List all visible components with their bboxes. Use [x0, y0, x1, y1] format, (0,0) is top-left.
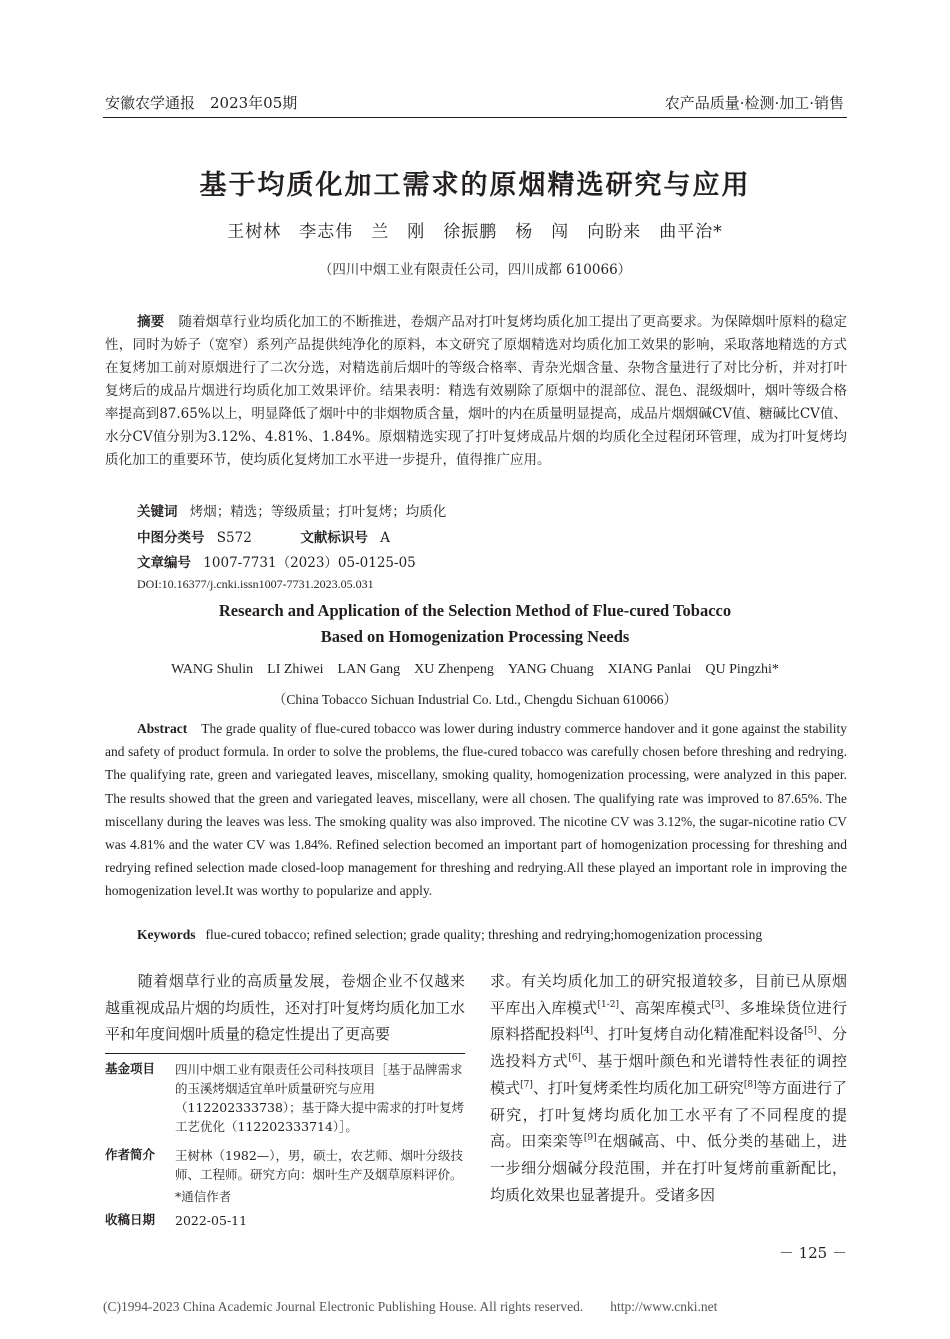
body-text: 在烟碱高、中、低分类的基础上，进一步细分烟碱分段范围，并在打叶复烤前重新配比，均质化效果也显著提升。受诸多因 [490, 1132, 847, 1204]
header-rule [103, 117, 847, 118]
keywords-cn-text: 烤烟；精选；等级质量；打叶复烤；均质化 [189, 504, 447, 520]
footnote-fund [105, 1060, 465, 1144]
received-date-value: 2022-05-11 [175, 1213, 248, 1228]
author-bio-label: 作者简介 [105, 1148, 156, 1162]
body-intro-text: 随着烟草行业的高质量发展，卷烟企业不仅越来越重视成品片烟的均质性，还对打叶复烤均质化加工水平和年度间烟叶质量的稳定性提出了更高要 [105, 972, 466, 1044]
citation[interactable]: [3] [711, 999, 725, 1010]
keywords-cn [137, 500, 446, 520]
citation[interactable]: [8] [743, 1079, 757, 1090]
abstract-en-text: The grade quality of flue-cured tobacco was lower during industry commerce handover and it gone against the stability and safety of product formula. In order to solve the problems, the flue-cured tobacco was carefully chosen before threshing and redrying. The qualifying rate, green and variegated leaves, miscellany, smoking quality, homogenization processing, were analyzed in this paper. The results showed that the green and variegated leaves, miscellany, were all chosen. The qualifying rate was improved to 87.65%. The miscellany during the leaves was less. The smoking quality was also improved. The nicotine CV was 3.12%, the sugar-nicotine ratio CV was 4.81% and the water CV was 1.84%. Refined selection becomed an important part of homogenization processing for threshing and redrying refined selection made closed-loop management for threshing and redrying.All these played an important role in improving the homogenization level.It was worthy to popularize and apply. [105, 721, 847, 899]
copyright-footer: (C)1994-2023 China Academic Journal Electronic Publishing House. All rights reserved. http://www.cnki.net [103, 1299, 718, 1314]
body-text: 、打叶复烤自动化精准配料设备 [593, 1025, 805, 1044]
fund-text: 四川中烟工业有限责任公司科技项目［基于品牌需求的玉溪烤烟适宜单叶质量研究与应用（112202333738）；基于降大提中需求的打叶复烤工艺优化（112202333714）］。 [175, 1062, 465, 1134]
clc-label: 中图分类号 [137, 530, 205, 545]
corresponding-note: *通信作者 [175, 1189, 232, 1204]
abstract-en [105, 717, 847, 903]
doc-code-label: 文献标识号 [300, 530, 368, 545]
keywords-en-label: Keywords [137, 927, 196, 942]
received-date-label: 收稿日期 [105, 1213, 156, 1227]
body-right-column [490, 968, 847, 1208]
body-text: 、分选投料方式 [490, 1025, 847, 1071]
fund-label: 基金项目 [105, 1062, 156, 1076]
doi[interactable]: DOI:10.16377/j.cnki.issn1007-7731.2023.05.031 [137, 577, 374, 591]
body-text: 、打叶复烤柔性均质化加工研究 [532, 1078, 744, 1097]
title-en-line2: Based on Homogenization Processing Needs [320, 627, 630, 646]
body-left-column [105, 968, 465, 1048]
citation[interactable]: [5] [804, 1026, 817, 1037]
authors-en: WANG Shulin LI Zhiwei LAN Gang XU Zhenpeng YANG Chuang XIANG Panlai QU Pingzhi* [171, 662, 779, 677]
body-text: 、多堆垛货位进行原料搭配投料 [490, 998, 847, 1044]
author-bio-text: 王树林（1982—），男，硕士，农艺师、烟叶分级技师、工程师。研究方向：烟叶生产及烟草原料评价。 [175, 1148, 464, 1182]
keywords-cn-label: 关键词 [137, 504, 178, 519]
article-number [137, 551, 416, 571]
body-text: 等方面进行了研究，打叶复烤均质化加工水平有了不同程度的提高。田栾栾等 [490, 1078, 847, 1151]
abstract-cn [105, 310, 847, 472]
citation[interactable]: [9] [583, 1133, 597, 1144]
title-en-line1: Research and Application of the Selection Method of Flue-cured Tobacco [218, 601, 732, 620]
article-number-value: 1007-7731（2023）05-0125-05 [203, 555, 416, 571]
affiliation-en: （China Tobacco Sichuan Industrial Co. Ltd., Chengdu Sichuan 610066） [272, 692, 678, 707]
paper-title-cn: 基于均质化加工需求的原烟精选研究与应用 [199, 170, 751, 200]
citation[interactable]: [4] [580, 1026, 594, 1037]
abstract-cn-label: 摘要 [137, 314, 165, 329]
authors-cn: 王树林 李志伟 兰 刚 徐振鹏 杨 闯 向盼来 曲平治* [227, 222, 723, 242]
body-text: 、高架库模式 [618, 998, 712, 1017]
paper-title-en [0, 598, 950, 650]
footnote-rule [105, 1053, 465, 1054]
classification [137, 526, 390, 546]
citation[interactable]: [7] [520, 1079, 533, 1090]
page-number: － 125 － [778, 1244, 847, 1262]
affiliation-cn: （四川中烟工业有限责任公司，四川成都 610066） [318, 262, 632, 278]
body-text: 求。有关均质化加工的研究报道较多，目前已从原烟平库出入库模式 [490, 972, 847, 1017]
journal-header: 安徽农学通报 2023年05期 [105, 94, 298, 112]
abstract-cn-text: 随着烟草行业均质化加工的不断推进，卷烟产品对打叶复烤均质化加工提出了更高要求。为保障烟叶原料的稳定性，同时为娇子（宽窄）系列产品提供纯净化的原料，本文研究了原烟精选对均质化加工效果的影响，采取落地精选的方式在复烤加工前对原烟进行了二次分选，对精选前后烟叶的等级合格率、青杂光烟含量、杂物含量进行了对比分析，并对打叶复烤后的成品片烟进行均质化加工效果评价。结果表明：精选有效剔除了原烟中的混部位、混色、混级烟叶，烟叶等级合格率提高到87.65%以上，明显降低了烟叶中的非烟物质含量，烟叶的内在质量明显提高，成品片烟烟碱CV值、糖碱比CV值、水分CV值分别为3.12%、4.81%、1.84%。原烟精选实现了打叶复烤成品片烟的均质化全过程闭环管理，成为打叶复烤均质化加工的重要环节，使均质化复烤加工水平进一步提升，值得推广应用。 [105, 314, 848, 468]
abstract-en-label: Abstract [137, 721, 188, 736]
citation[interactable]: [1-2] [597, 999, 619, 1010]
citation[interactable]: [6] [568, 1053, 581, 1064]
doc-code-value: A [380, 530, 390, 546]
body-text: 、基于烟叶颜色和光谱特性表征的调控模式 [490, 1052, 847, 1097]
keywords-en-text: flue-cured tobacco; refined selection; grade quality; threshing and redrying;homogenization processing [205, 927, 763, 942]
article-number-label: 文章编号 [137, 555, 191, 570]
keywords-en [137, 927, 762, 943]
section-header: 农产品质量·检测·加工·销售 [664, 94, 844, 112]
clc-value: S572 [216, 530, 252, 546]
